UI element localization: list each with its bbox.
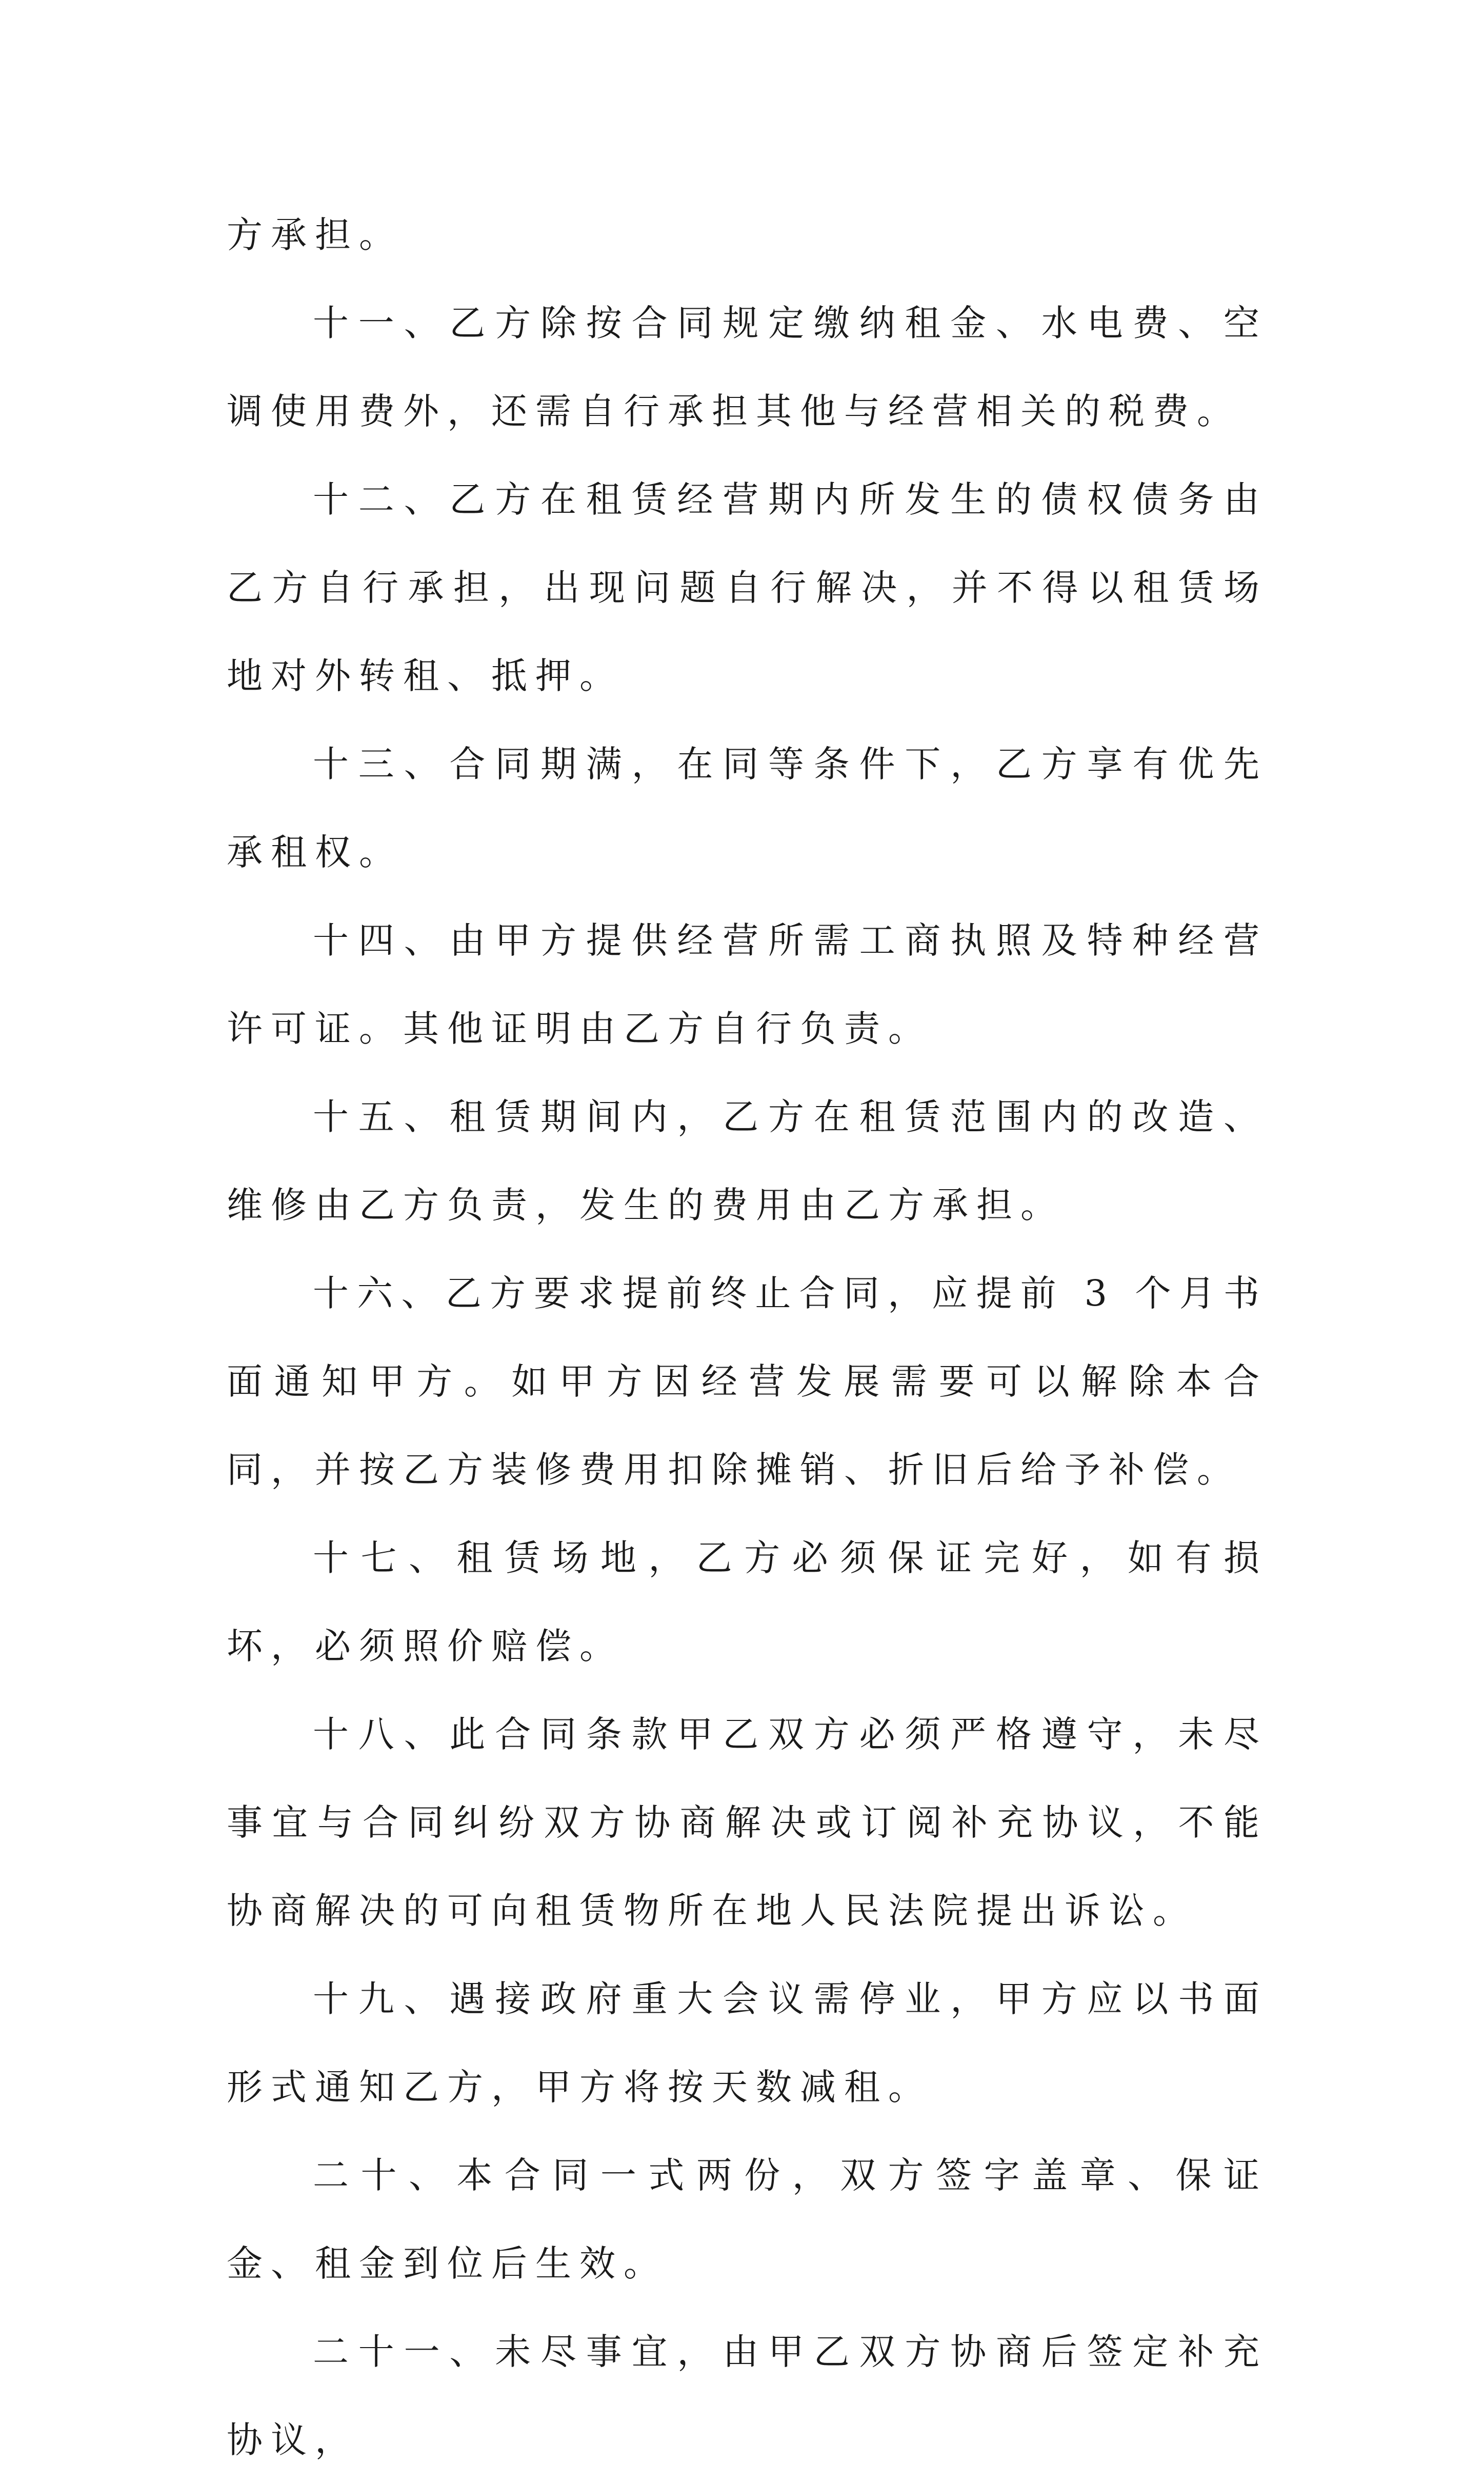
clause-19: 十九、遇接政府重大会议需停业，甲方应以书面形式通知乙方，甲方将按天数减租。 bbox=[227, 1978, 1268, 2108]
clause-18: 十八、此合同条款甲乙双方必须严格遵守，未尽事宜与合同纠纷双方协商解决或订阅补充协议，不能协商解决的可向租赁物所在地人民法院提出诉讼。 bbox=[227, 1713, 1268, 1932]
clause-20: 二十、本合同一式两份，双方签字盖章、保证金、租金到位后生效。 bbox=[227, 2154, 1268, 2285]
paragraph-continuation: 方承担。 bbox=[227, 214, 403, 256]
clause-11: 十一、乙方除按合同规定缴纳租金、水电费、空调使用费外，还需自行承担其他与经营相关的税费。 bbox=[227, 302, 1268, 432]
clause-16: 十六、乙方要求提前终止合同，应提前 3 个月书面通知甲方。如甲方因经营发展需要可以解除本合同，并按乙方装修费用扣除摊销、折旧后给予补偿。 bbox=[227, 1272, 1268, 1491]
clause-12: 十二、乙方在租赁经营期内所发生的债权债务由乙方自行承担，出现问题自行解决，并不得以租赁场地对外转租、抵押。 bbox=[227, 478, 1268, 697]
clause-15: 十五、租赁期间内，乙方在租赁范围内的改造、维修由乙方负责，发生的费用由乙方承担。 bbox=[227, 1096, 1268, 1226]
clause-21: 二十一、未尽事宜，由甲乙双方协商后签定补充协议， bbox=[227, 2331, 1268, 2461]
clause-17: 十七、租赁场地，乙方必须保证完好，如有损坏，必须照价赔偿。 bbox=[227, 1537, 1268, 1667]
document-body bbox=[227, 191, 1268, 2484]
clause-14: 十四、由甲方提供经营所需工商执照及特种经营许可证。其他证明由乙方自行负责。 bbox=[227, 919, 1268, 1050]
clause-13: 十三、合同期满，在同等条件下，乙方享有优先承租权。 bbox=[227, 743, 1268, 873]
